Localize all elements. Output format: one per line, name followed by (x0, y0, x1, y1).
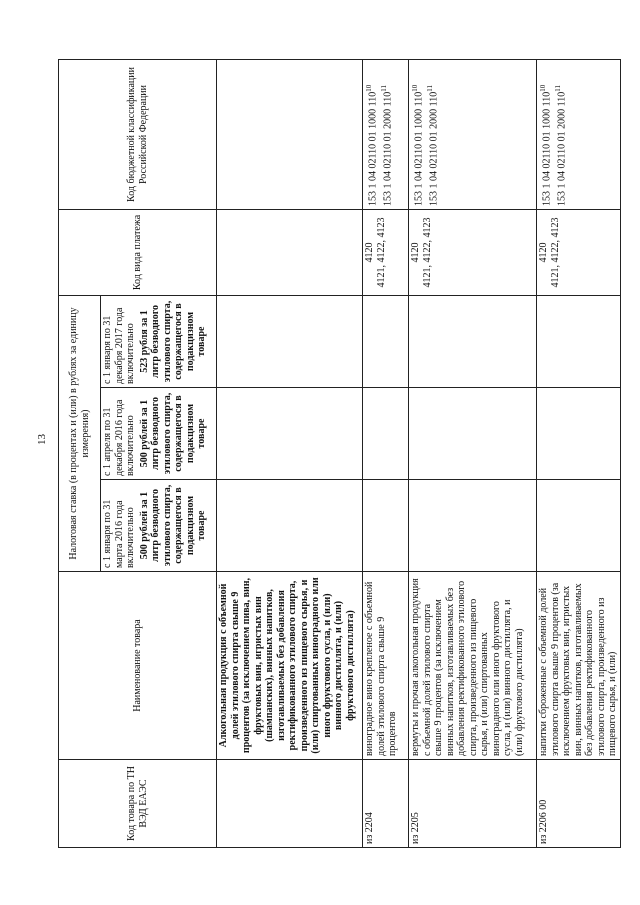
row-rate-1 (409, 480, 537, 572)
payment-code-line: 4120 (364, 242, 375, 263)
rate-period-1-dates: с 1 января по 31 марта 2016 года включительно (102, 499, 136, 568)
category-row (217, 59, 363, 847)
row-rate-2 (363, 388, 409, 480)
footnote-ref: 10 (411, 84, 419, 92)
rate-period-2-dates: с 1 апреля по 31 декабря 2016 года включительно (102, 399, 136, 476)
row-payment-type (537, 209, 621, 295)
row-budget-code (537, 59, 621, 209)
row-name: вермуты и прочая алкогольная продукция с объемной долей этилового спирта свыше 9 процентов (за исключением винных напитков, изготавливаемых без добавления ректификованного этилового спирта, произведенного из пищевого сырья, и (или) спиртованных виноградного или иного фруктового сусла, и (или) винного дистиллята, и (или) фруктового дистиллята) (409, 572, 537, 760)
row-budget-code (409, 59, 537, 209)
category-code-cell (217, 760, 363, 848)
row-budget-code (363, 59, 409, 209)
rate-period-3 (101, 295, 217, 387)
header-budget-code: Код бюджетной классификации Российской Федерации (59, 59, 217, 209)
footnote-ref: 10 (365, 84, 373, 92)
payment-code-line: 4120 (538, 242, 549, 263)
footnote-ref: 11 (379, 84, 388, 92)
footnote-ref: 11 (553, 84, 562, 92)
row-payment-type (363, 209, 409, 295)
row-code: из 2205 (409, 760, 537, 848)
row-rate-2 (409, 388, 537, 480)
header-code: Код товара по ТН ВЭД ЕАЭС (59, 760, 217, 848)
row-rate-3 (409, 295, 537, 387)
budget-code-line (538, 63, 553, 206)
category-payment (217, 209, 363, 295)
rate-period-2 (101, 388, 217, 480)
budget-code-text: 153 1 04 02110 01 1000 110 (541, 91, 553, 206)
category-name: Алкогольная продукция с объемной долей этилового спирта свыше 9 процентов (за исключением пива, вин, фруктовых вин, игристых вин (шампанских), винных напитков, изготавливаемых без добавления ректификованного этилового спирта, произведенного из пищевого сырья, и (или) спиртованных виноградного или иного фруктового сусла, и (или) винного дистиллята, и (или) фруктового дистиллята) (217, 572, 363, 760)
category-budget (217, 59, 363, 209)
category-rate-2 (217, 388, 363, 480)
header-rate-group: Налоговая ставка (в процентах и (или) в рублях за единицу измерения) (59, 295, 101, 571)
rate-period-3-dates: с 1 января по 31 декабря 2017 года включительно (102, 307, 136, 384)
table-row (537, 59, 621, 847)
rate-period-1 (101, 480, 217, 572)
row-rate-2 (537, 388, 621, 480)
budget-code-text: 153 1 04 02110 01 2000 110 (382, 91, 394, 206)
category-rate-1 (217, 480, 363, 572)
budget-code-line (553, 63, 568, 206)
tax-rate-table-page (58, 60, 618, 848)
budget-code-line (410, 63, 425, 206)
footnote-ref: 10 (539, 84, 547, 92)
payment-code-line: 4120 (410, 242, 421, 263)
row-code: из 2206 00 (537, 760, 621, 848)
row-rate-1 (537, 480, 621, 572)
budget-code-text: 153 1 04 02110 01 2000 110 (556, 91, 568, 206)
row-name: напитки сброженные с объемной долей этилового спирта свыше 9 процентов (за исключением фруктовых вин, игристых вин, винных напитков, изготавливаемых без добавления ректификованного этилового спирта, произведенного из пищевого сырья, и (или) (537, 572, 621, 760)
rate-period-1-amount: 500 рублей за 1 литр безводного этилового спирта, содержащегося в подакцизном товаре (138, 484, 207, 567)
budget-code-line (379, 63, 394, 206)
row-rate-1 (363, 480, 409, 572)
row-payment-type (409, 209, 537, 295)
budget-code-line (364, 63, 379, 206)
footnote-ref: 11 (425, 84, 434, 92)
excise-tax-table (58, 59, 621, 848)
header-name: Наименование товара (59, 572, 217, 760)
payment-code-line: 4121, 4122, 4123 (375, 217, 387, 288)
rate-period-2-amount: 500 рублей за 1 литр безводного этилового спирта, содержащегося в подакцизном товаре (138, 392, 207, 475)
row-code: из 2204 (363, 760, 409, 848)
table-row (409, 59, 537, 847)
header-payment-type: Код вида платежа (59, 209, 217, 295)
header-row (59, 59, 101, 847)
row-name: виноградное вино крепленое с объемной долей этилового спирта свыше 9 процентов (363, 572, 409, 760)
rate-period-3-amount: 523 рубля за 1 литр безводного этилового спирта, содержащегося в подакцизном товаре (138, 300, 207, 383)
budget-code-line (425, 63, 440, 206)
budget-code-text: 153 1 04 02110 01 2000 110 (428, 91, 440, 206)
budget-code-text: 153 1 04 02110 01 1000 110 (413, 91, 425, 206)
category-rate-3 (217, 295, 363, 387)
table-row (363, 59, 409, 847)
row-rate-3 (363, 295, 409, 387)
row-rate-3 (537, 295, 621, 387)
payment-code-line: 4121, 4122, 4123 (549, 217, 561, 288)
payment-code-line: 4121, 4122, 4123 (421, 217, 433, 288)
page-number: 13 (36, 434, 48, 445)
budget-code-text: 153 1 04 02110 01 1000 110 (367, 91, 379, 206)
